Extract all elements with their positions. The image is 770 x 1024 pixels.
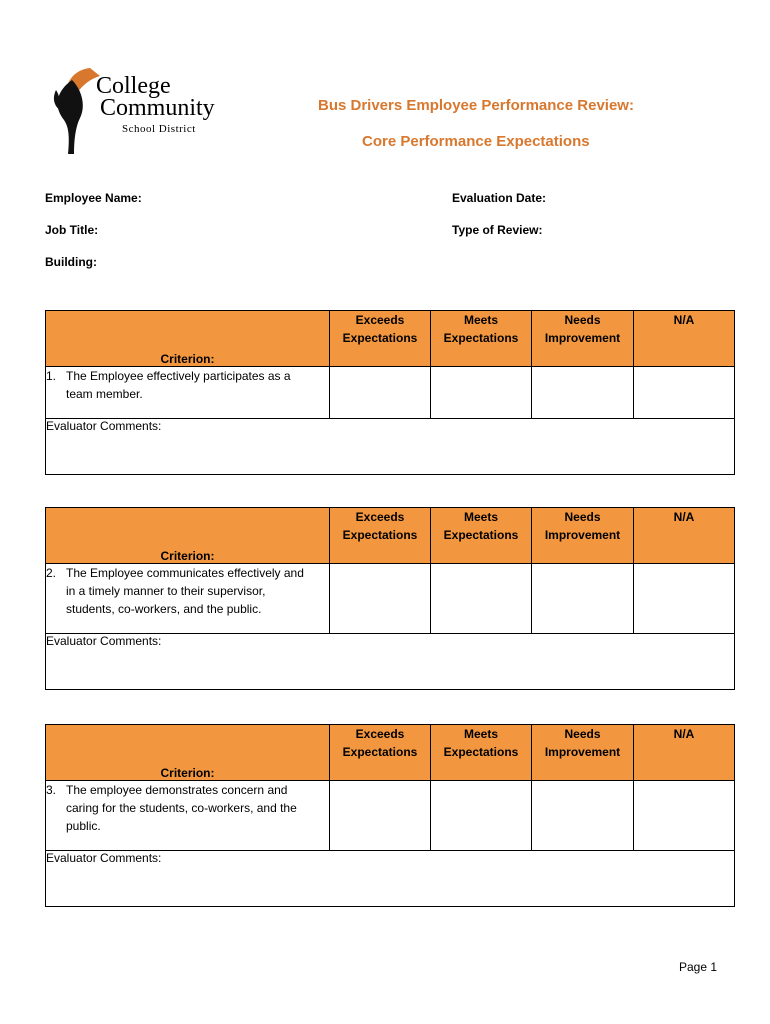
criterion-header: Criterion: [46, 508, 330, 564]
page-title: Bus Drivers Employee Performance Review: [318, 97, 634, 114]
exceeds-rating-cell[interactable] [330, 367, 431, 419]
meets-expectations-header: Meets Expectations [431, 725, 532, 781]
na-rating-cell[interactable] [634, 781, 735, 851]
na-rating-cell[interactable] [634, 367, 735, 419]
na-header: N/A [634, 725, 735, 781]
evaluator-comments-label: Evaluator Comments: [46, 634, 162, 648]
needs-rating-cell[interactable] [532, 564, 634, 634]
evaluator-comments-field[interactable] [46, 634, 735, 690]
needs-improvement-header: Needs Improvement [532, 725, 634, 781]
na-header: N/A [634, 311, 735, 367]
meets-rating-cell[interactable] [431, 564, 532, 634]
employee-name-label: Employee Name: [45, 191, 142, 205]
exceeds-rating-cell[interactable] [330, 781, 431, 851]
criterion-text: 2. The Employee communicates effectively and in a timely manner to their supervisor, students, co-workers, and the public. [46, 564, 330, 634]
logo-text-district: School District [122, 123, 196, 135]
page-number: Page 1 [679, 960, 718, 974]
type-of-review-label: Type of Review: [452, 223, 543, 237]
needs-rating-cell[interactable] [532, 781, 634, 851]
exceeds-expectations-header: Exceeds Expectations [330, 725, 431, 781]
criterion-text: 1. The Employee effectively participates as a team member. [46, 367, 330, 419]
needs-improvement-header: Needs Improvement [532, 508, 634, 564]
needs-rating-cell[interactable] [532, 367, 634, 419]
criterion-header: Criterion: [46, 311, 330, 367]
exceeds-expectations-header: Exceeds Expectations [330, 508, 431, 564]
meets-rating-cell[interactable] [431, 781, 532, 851]
exceeds-rating-cell[interactable] [330, 564, 431, 634]
page-subtitle: Core Performance Expectations [362, 133, 590, 150]
logo-text-community: Community [100, 95, 215, 121]
na-header: N/A [634, 508, 735, 564]
logo-text-college: College [96, 73, 171, 99]
evaluator-comments-field[interactable] [46, 851, 735, 907]
criterion-text: 3. The employee demonstrates concern and caring for the students, co-workers, and the public. [46, 781, 330, 851]
criterion-table-2 [45, 507, 735, 690]
criterion-table-3 [45, 724, 735, 907]
na-rating-cell[interactable] [634, 564, 735, 634]
meets-expectations-header: Meets Expectations [431, 508, 532, 564]
criterion-header: Criterion: [46, 725, 330, 781]
exceeds-expectations-header: Exceeds Expectations [330, 311, 431, 367]
district-logo [50, 60, 250, 160]
job-title-label: Job Title: [45, 223, 99, 237]
evaluator-comments-label: Evaluator Comments: [46, 851, 162, 865]
needs-improvement-header: Needs Improvement [532, 311, 634, 367]
building-label: Building: [45, 255, 97, 269]
evaluator-comments-label: Evaluator Comments: [46, 419, 162, 433]
evaluator-comments-field[interactable] [46, 419, 735, 475]
evaluation-date-label: Evaluation Date: [452, 191, 547, 205]
meets-rating-cell[interactable] [431, 367, 532, 419]
meets-expectations-header: Meets Expectations [431, 311, 532, 367]
criterion-table-1 [45, 310, 735, 475]
